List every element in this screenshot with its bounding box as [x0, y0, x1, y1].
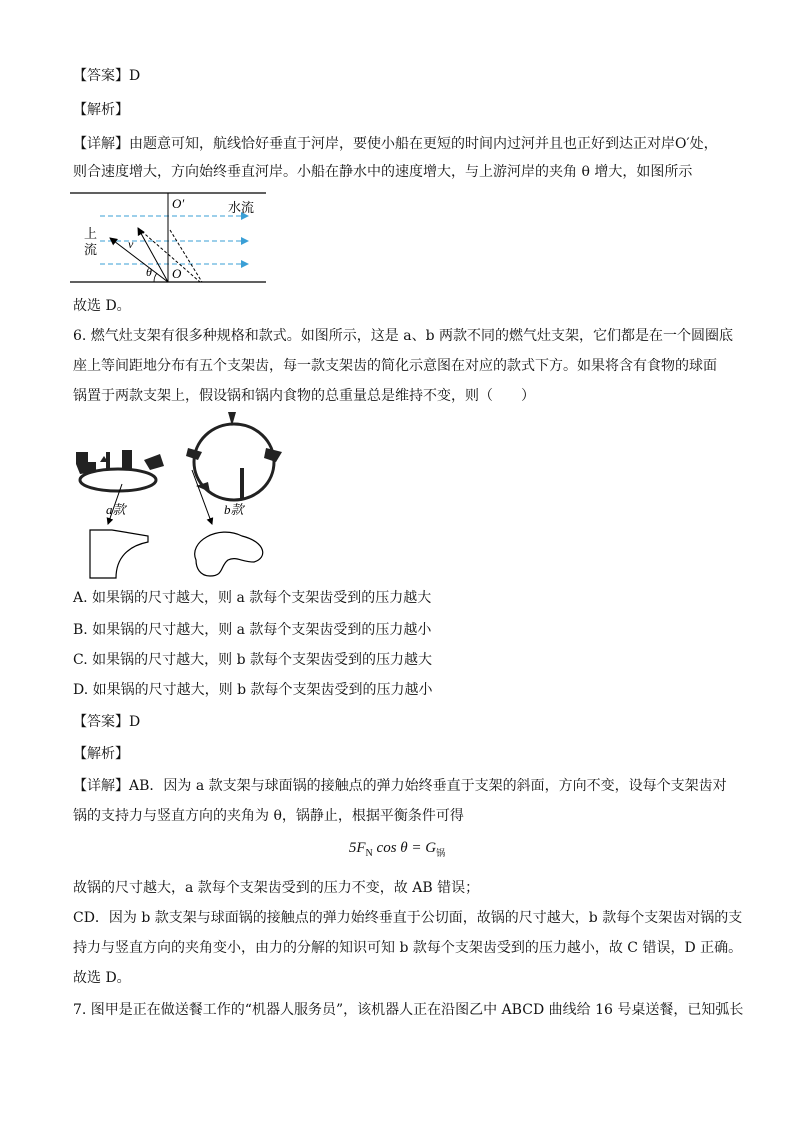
q6-option-b: B. 如果锅的尺寸越大，则 a 款每个支架齿受到的压力越小 [73, 622, 432, 638]
label-style-b: b款 [224, 502, 244, 517]
q6-detail-line-4: CD．因为 b 款支架与球面锅的接触点的弹力始终垂直于公切面，故锅的尺寸越大，b 款每个支架齿对锅的支 [73, 910, 743, 926]
label-upstream-1: 上 [84, 226, 98, 241]
q5-detail-line-2: 则合速度增大，方向始终垂直河岸。小船在静水中的速度增大，与上游河岸的夹角 θ 增大，如图所示 [73, 164, 693, 180]
river-crossing-diagram [70, 190, 270, 286]
label-o-prime: O′ [172, 196, 185, 211]
q6-stem-line-2: 座上等间距地分布有五个支架齿，每一款支架齿的简化示意图在对应的款式下方。如果将含有食物的球面 [73, 358, 717, 374]
label-v: v [128, 237, 134, 251]
label-style-a: a款 [106, 502, 126, 517]
q6-detail-line-3: 故锅的尺寸越大，a 款每个支架齿受到的压力不变，故 AB 错误； [73, 880, 480, 896]
label-water-flow: 水流 [228, 200, 255, 215]
q6-detail-line-1: 【详解】AB．因为 a 款支架与球面锅的接触点的弹力始终垂直于支架的斜面，方向不变，设每个支架齿对 [73, 778, 727, 794]
q6-detail-line-5: 持力与竖直方向的夹角变小，由力的分解的知识可知 b 款每个支架齿受到的压力越小，故 C 错误，D 正确。 [73, 940, 743, 956]
stand-b-illustration [186, 412, 282, 500]
q6-option-c: C. 如果锅的尺寸越大，则 b 款每个支架齿受到的压力越大 [73, 652, 432, 668]
q6-answer: 【答案】D [73, 714, 141, 730]
q6-detail-line-2: 锅的支持力与竖直方向的夹角为 θ，锅静止，根据平衡条件可得 [73, 808, 464, 824]
q5-detail-line-1: 【详解】由题意可知，航线恰好垂直于河岸，要使小船在更短的时间内过河并且也正好到达正对岸O′处， [73, 136, 718, 152]
q6-analysis-tag: 【解析】 [73, 746, 129, 762]
q6-stem-line-1: 6. 燃气灶支架有很多种规格和款式。如图所示，这是 a、b 两款不同的燃气灶支架，它们都是在一个圆圈底 [73, 328, 734, 344]
stand-a-illustration [76, 450, 164, 491]
label-theta: θ [146, 265, 152, 279]
tooth-a-profile [90, 530, 148, 578]
tooth-b-profile [195, 532, 263, 576]
q6-option-d: D. 如果锅的尺寸越大，则 b 款每个支架齿受到的压力越小 [73, 682, 433, 698]
q5-answer: 【答案】D [73, 68, 141, 84]
theta-arc [154, 273, 157, 282]
arrow-b [192, 470, 212, 524]
equilibrium-equation: $5F_N$ $\cos \theta = G_锅$ [348, 840, 446, 859]
q5-conclusion: 故选 D。 [73, 298, 131, 314]
stove-stand-figure [70, 412, 300, 582]
q6-conclusion: 故选 D。 [73, 970, 131, 986]
velocity-vector-2 [110, 238, 168, 282]
q7-stem-line-1: 7. 图甲是正在做送餐工作的“机器人服务员”，该机器人正在沿图乙中 ABCD 曲线给 16 号桌送餐，已知弧长 [73, 1002, 744, 1018]
q6-option-a: A. 如果锅的尺寸越大，则 a 款每个支架齿受到的压力越大 [73, 590, 432, 606]
label-o: O [172, 266, 182, 281]
q6-stem-line-3: 锅置于两款支架上，假设锅和锅内食物的总重量总是维持不变，则（ ） [73, 388, 535, 404]
q5-analysis-tag: 【解析】 [73, 102, 129, 118]
velocity-vector-v [138, 228, 168, 282]
label-upstream-2: 流 [84, 242, 98, 257]
